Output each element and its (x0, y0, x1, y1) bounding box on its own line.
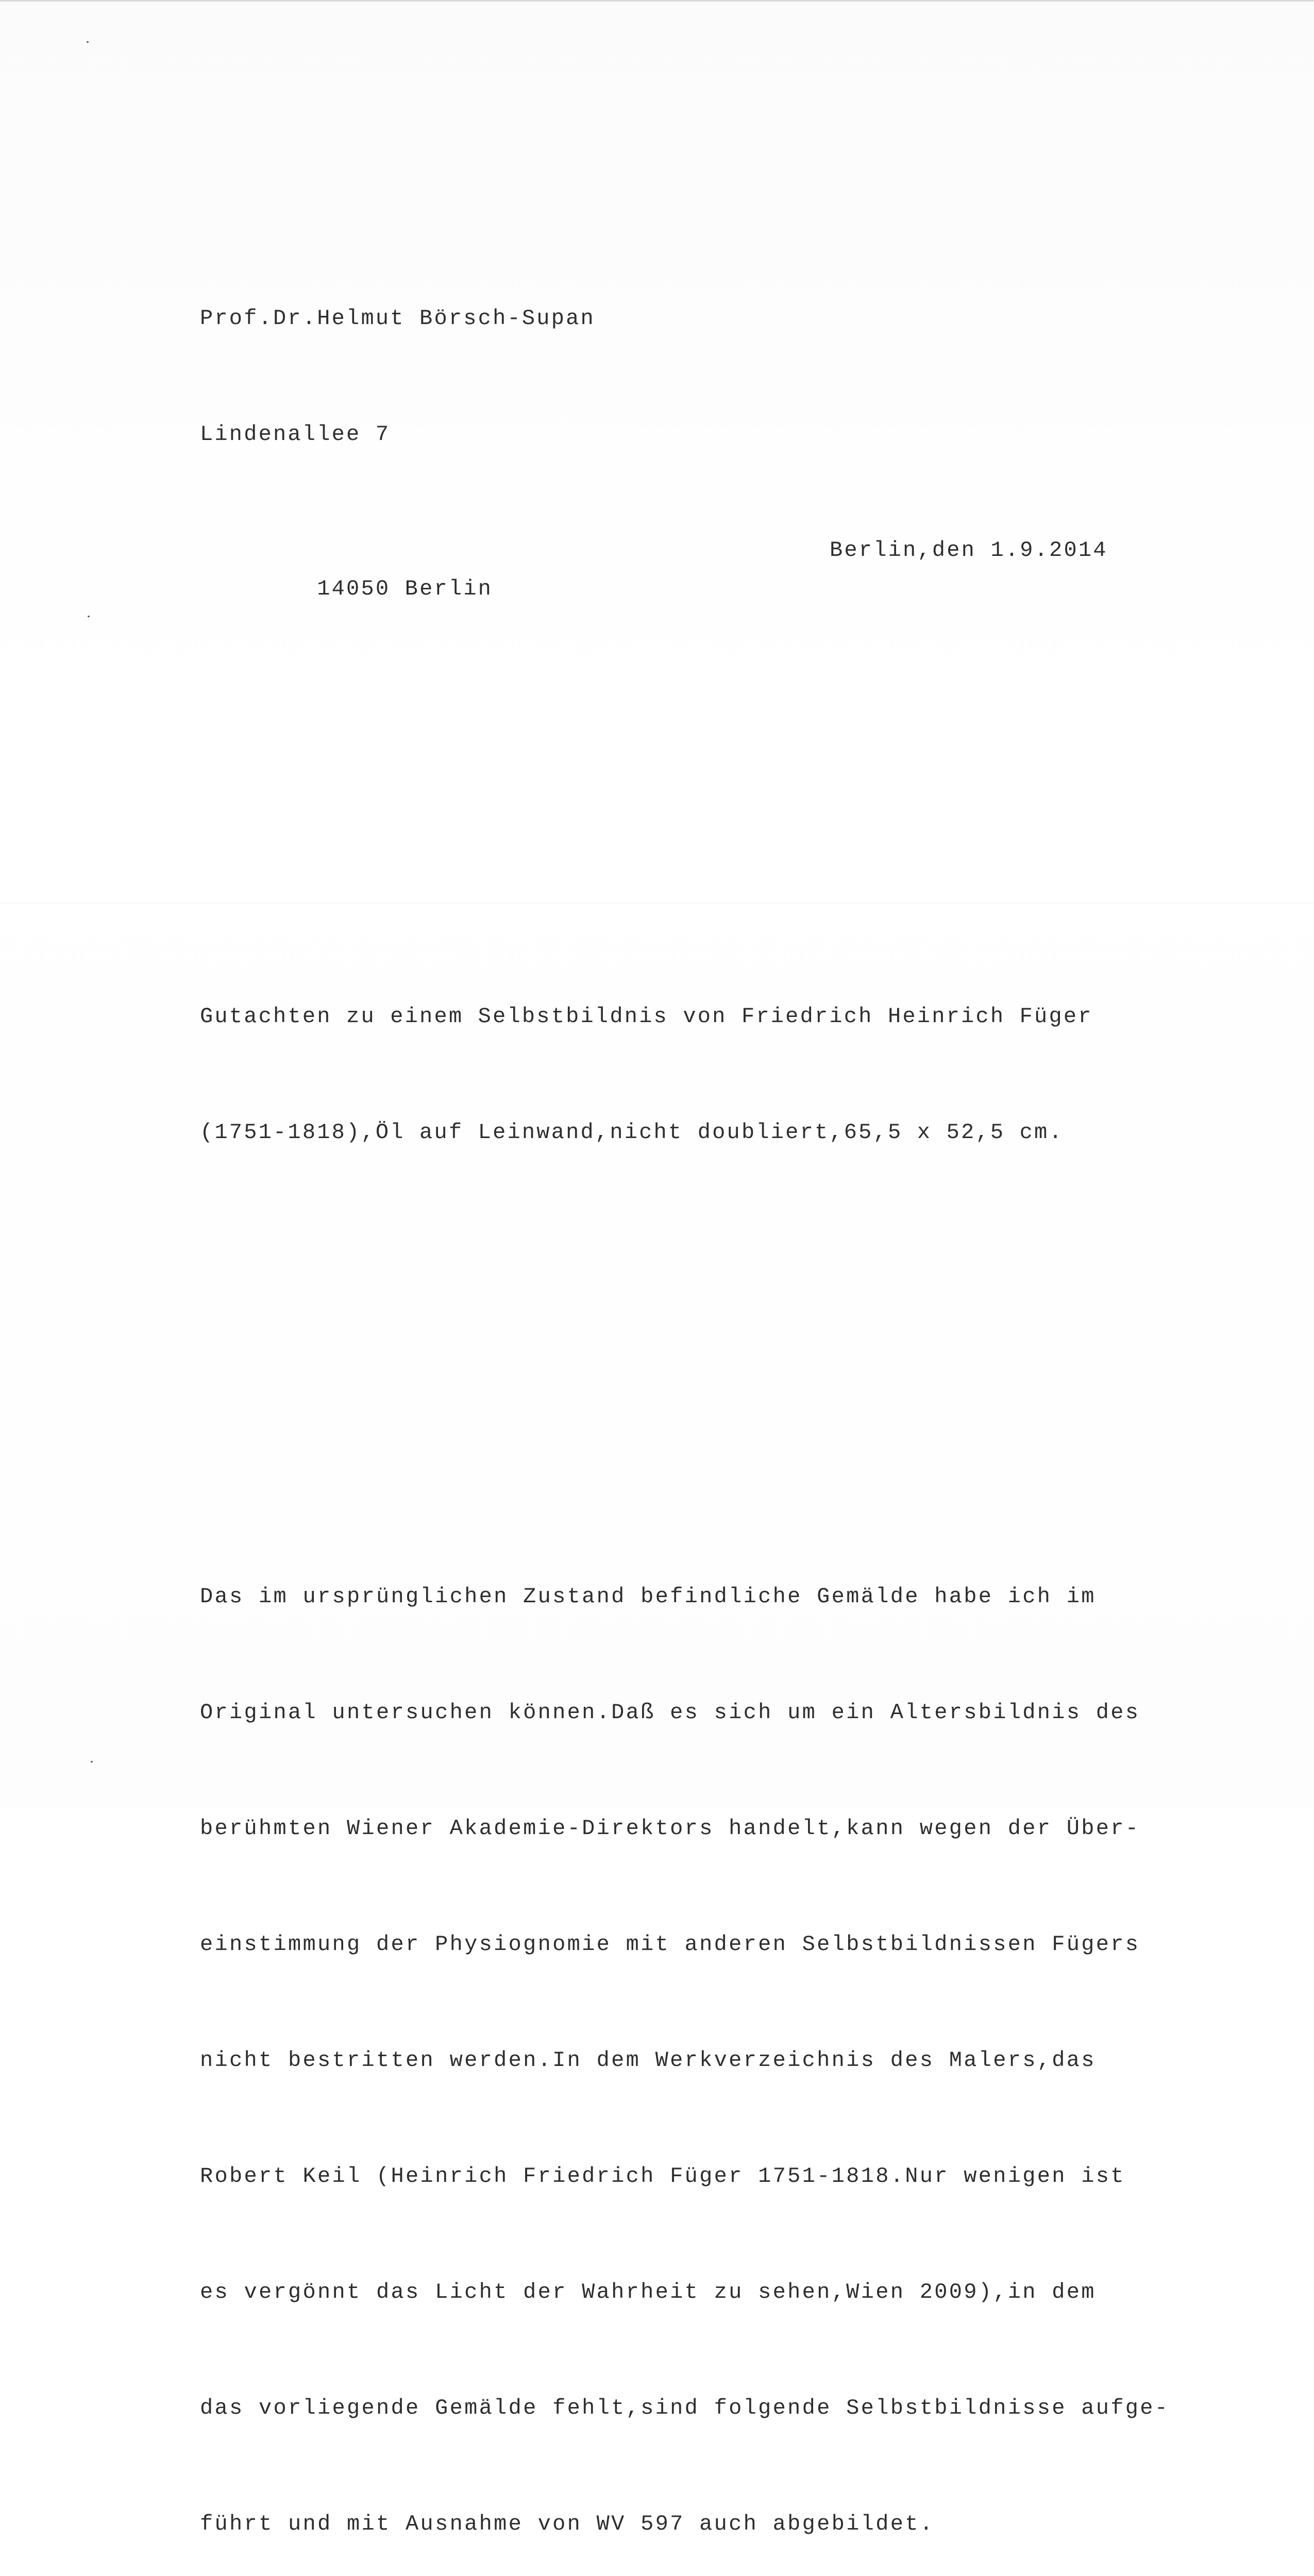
scan-speck (91, 1761, 93, 1762)
sender-block (200, 222, 1261, 647)
sender-street: Lindenallee 7 (200, 422, 391, 447)
sheet-top-edge (0, 0, 1314, 2)
body-line: das vorliegende Gemälde fehlt,sind folgende Selbstbildnisse aufge- (200, 2396, 1170, 2420)
spacer (200, 763, 1261, 804)
body-line: nicht bestritten werden.In dem Werkverzeichnis des Malers,das (200, 2048, 1096, 2073)
body-line: Robert Keil (Heinrich Friedrich Füger 1751-1818.Nur wenigen ist (200, 2164, 1125, 2189)
sender-city: 14050 Berlin (317, 577, 493, 601)
body-line: führt und mit Ausnahme von WV 597 auch abgebildet. (200, 2512, 935, 2536)
letter-body (200, 106, 1261, 2576)
body-line: einstimmung der Physiognomie mit anderen Selbstbildnissen Fügers (200, 1932, 1140, 1957)
subject-block (200, 920, 1261, 1229)
scan-speck (88, 616, 90, 617)
subject-line: (1751-1818),Öl auf Leinwand,nicht doubliert,65,5 x 52,5 cm. (200, 1120, 1064, 1145)
spacer (200, 1345, 1261, 1384)
subject-line: Gutachten zu einem Selbstbildnis von Friedrich Heinrich Füger (200, 1004, 1093, 1029)
sender-name: Prof.Dr.Helmut Börsch-Supan (200, 306, 595, 331)
letter-date: Berlin,den 1.9.2014 (830, 538, 1108, 563)
body-paragraph (200, 1500, 1261, 2576)
body-line: berühmten Wiener Akademie-Direktors handelt,kann wegen der Über- (200, 1816, 1140, 1841)
scan-speck (87, 41, 89, 43)
body-line: es vergönnt das Licht der Wahrheit zu sehen,Wien 2009),in dem (200, 2280, 1096, 2304)
body-line: Das im ursprünglichen Zustand befindliche Gemälde habe ich im (200, 1584, 1096, 1609)
body-line: Original untersuchen können.Daß es sich um ein Altersbildnis des (200, 1700, 1140, 1725)
city-date-row (200, 531, 1261, 601)
